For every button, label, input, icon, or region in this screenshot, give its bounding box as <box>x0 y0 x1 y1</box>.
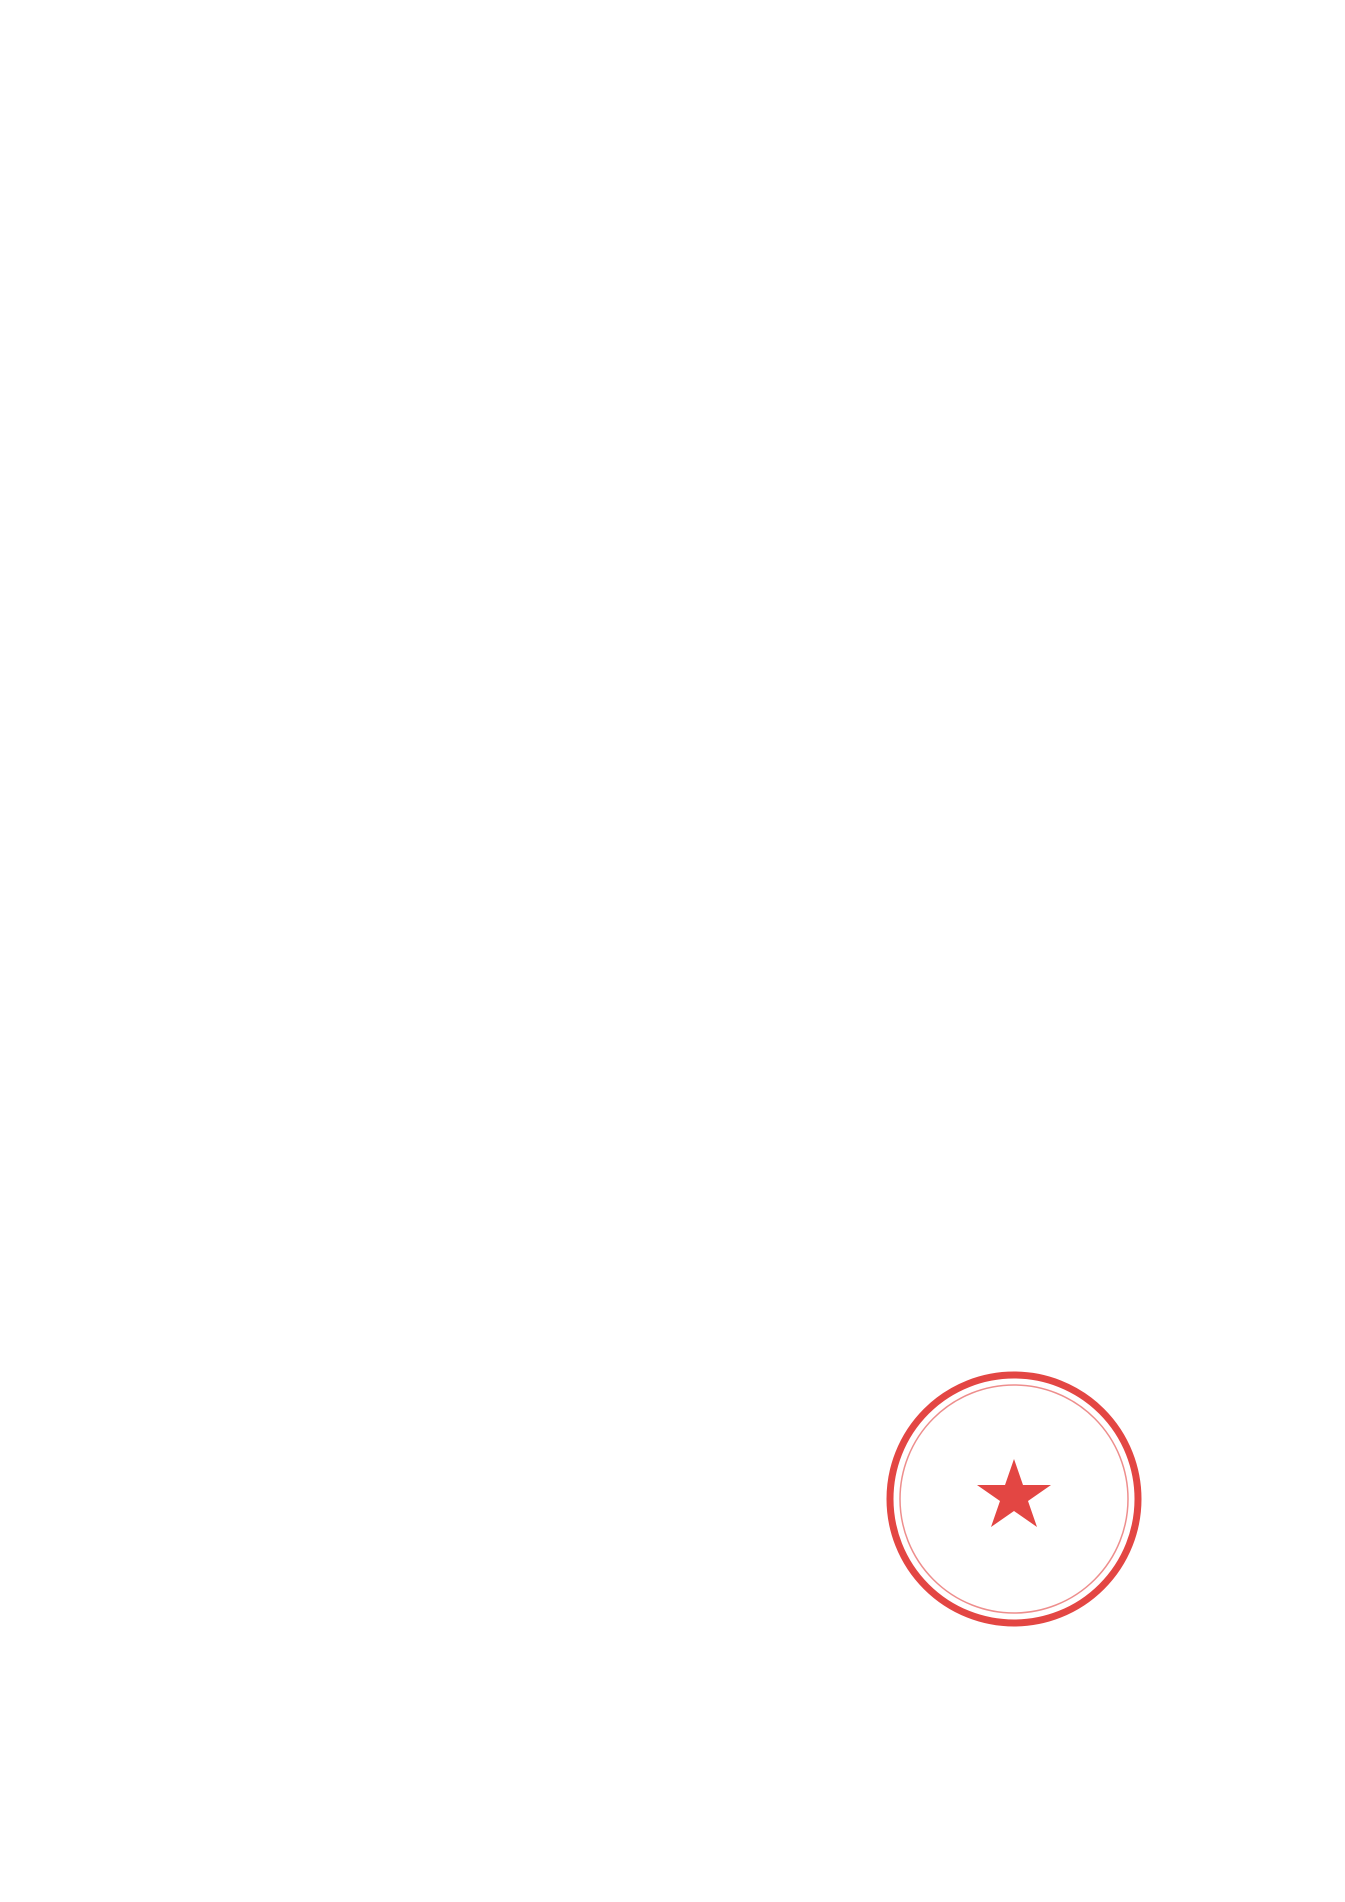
seal-star-icon <box>977 1459 1051 1527</box>
seal-stamp-icon <box>882 1367 1147 1632</box>
official-seal <box>882 1367 1147 1632</box>
document-body <box>205 170 1135 176</box>
